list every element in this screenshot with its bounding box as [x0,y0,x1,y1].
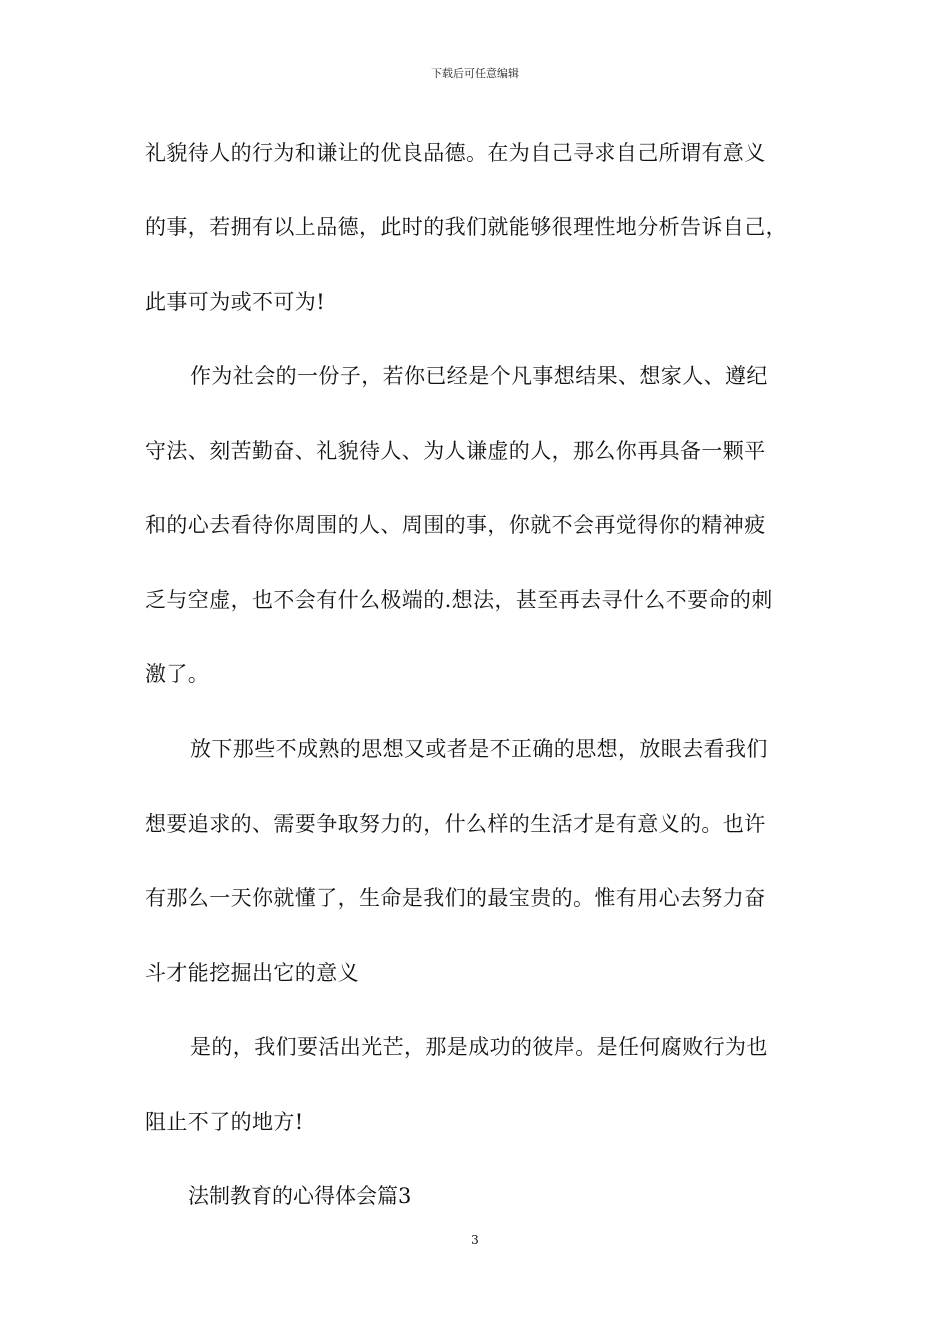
paragraph-line: 和的心去看待你周围的人、周围的事，你就不会再觉得你的精神疲 [145,513,766,537]
paragraph-line: 是的，我们要活出光芒，那是成功的彼岸。是任何腐败行为也 [190,1035,768,1059]
paragraph-line: 礼貌待人的行为和谦让的优良品德。在为自己寻求自己所谓有意义 [145,141,766,165]
paragraph-line: 作为社会的一份子，若你已经是个凡事想结果、想家人、遵纪 [190,364,768,388]
page-header: 下载后可任意编辑 [431,67,519,80]
paragraph-line: 放下那些不成熟的思想又或者是不正确的思想，放眼去看我们 [190,737,768,761]
paragraph-line: 想要追求的、需要争取努力的，什么样的生活才是有意义的。也许 [145,812,766,836]
paragraph-line: 斗才能挖掘出它的意义 [145,961,359,985]
paragraph-line: 的事，若拥有以上品德，此时的我们就能够很理性地分析告诉自己， [145,215,787,239]
paragraph-line: 此事可为或不可为! [145,290,326,314]
paragraph-line: 激了。 [145,662,210,686]
paragraph-line: 有那么一天你就懂了，生命是我们的最宝贵的。惟有用心去努力奋 [145,886,766,910]
page-number: 3 [471,1233,479,1247]
paragraph-line: 乏与空虚，也不会有什么极端的.想法，甚至再去寻什么不要命的刺 [145,588,773,612]
paragraph-line: 阻止不了的地方! [145,1110,304,1134]
section-heading: 法制教育的心得体会篇3 [188,1184,412,1208]
paragraph-line: 守法、刻苦勤奋、礼貌待人、为人谦虚的人，那么你再具备一颗平 [145,439,766,463]
